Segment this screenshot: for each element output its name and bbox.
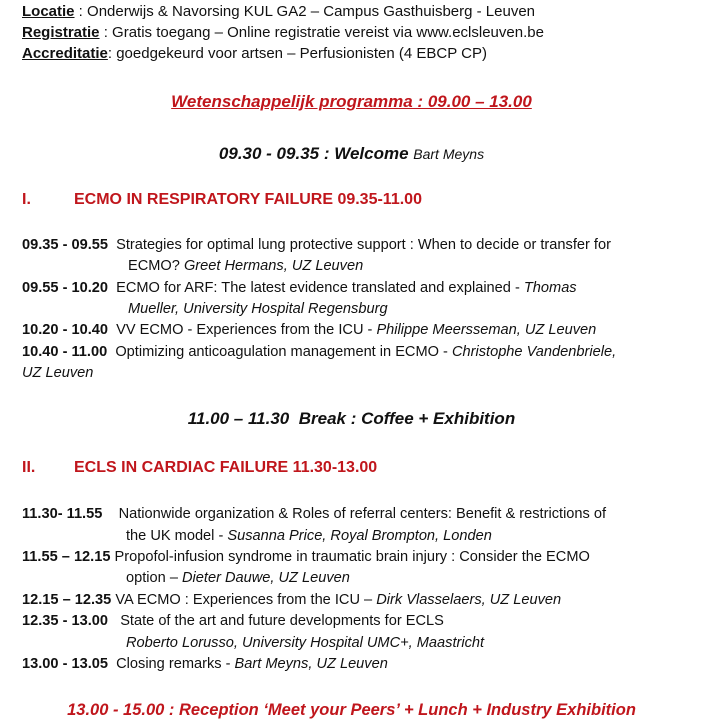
item-text-cont: ECMO? xyxy=(128,258,184,274)
info-sep: : xyxy=(74,3,88,20)
program-item-cont xyxy=(126,570,350,586)
info-label: Accreditatie xyxy=(22,45,108,62)
program-item xyxy=(22,592,561,608)
program-item-cont xyxy=(128,301,388,317)
item-text-cont: option – xyxy=(126,570,182,586)
break-time: 11.00 – 11.30 xyxy=(187,409,290,428)
info-label: Registratie xyxy=(22,24,100,41)
program-item xyxy=(22,322,596,338)
program-item-cont xyxy=(128,258,363,274)
item-text: State of the art and future developments for ECLS xyxy=(120,613,444,629)
program-item xyxy=(22,280,577,296)
break-title: Break : Coffee + Exhibition xyxy=(298,409,516,428)
info-value: Gratis toegang – Online registratie vereist via www.eclsleuven.be xyxy=(112,24,544,41)
program-item xyxy=(22,506,606,522)
item-time: 12.35 - 13.00 xyxy=(22,613,109,629)
item-speaker: Greet Hermans, UZ Leuven xyxy=(183,258,364,274)
item-speaker: Roberto Lorusso, University Hospital UMC+, Maastricht xyxy=(126,635,485,651)
item-text: Optimizing anticoagulation management in ECMO - xyxy=(115,344,452,360)
item-speaker: Dirk Vlasselaers, UZ Leuven xyxy=(376,592,562,608)
break-line xyxy=(0,409,703,429)
welcome-line xyxy=(0,144,703,164)
program-item-cont xyxy=(126,635,484,651)
program-item xyxy=(22,613,444,629)
info-location xyxy=(22,3,535,20)
item-text: VV ECMO - Experiences from the ICU - xyxy=(116,322,377,338)
program-item-cont xyxy=(22,365,93,381)
item-text-cont: the UK model - xyxy=(126,528,228,544)
item-time: 10.40 - 11.00 xyxy=(22,344,108,360)
item-time: 12.15 – 12.35 xyxy=(22,592,112,608)
item-text: Nationwide organization & Roles of referral centers: Benefit & restrictions of xyxy=(118,506,607,522)
item-speaker: Susanna Price, Royal Brompton, Londen xyxy=(227,528,492,544)
item-time: 09.55 - 10.20 xyxy=(22,280,109,296)
section-heading-2 xyxy=(22,459,377,477)
item-speaker-cont: UZ Leuven xyxy=(22,365,94,381)
section-title: ECMO IN RESPIRATORY FAILURE 09.35-11.00 xyxy=(74,191,422,208)
info-accreditation xyxy=(22,45,487,62)
section-number: I. xyxy=(22,191,31,208)
program-item xyxy=(22,656,388,672)
section-heading-1 xyxy=(22,191,422,209)
program-item xyxy=(22,237,611,253)
section-title: ECLS IN CARDIAC FAILURE 11.30-13.00 xyxy=(74,459,378,476)
item-speaker: Philippe Meersseman, UZ Leuven xyxy=(376,322,597,338)
item-time: 09.35 - 09.55 xyxy=(22,237,109,253)
info-value: goedgekeurd voor artsen – Perfusionisten (4 EBCP CP) xyxy=(116,45,487,62)
item-speaker-cont: Mueller, University Hospital Regensburg xyxy=(128,301,388,317)
item-speaker: Christophe Vandenbriele, xyxy=(451,344,617,360)
item-time: 11.55 – 12.15 xyxy=(22,549,111,565)
reception-line: 13.00 - 15.00 : Reception ‘Meet your Peers’ + Lunch + Industry Exhibition xyxy=(67,701,636,719)
program-item xyxy=(22,549,590,565)
item-speaker: Thomas xyxy=(523,280,577,296)
item-text: Propofol-infusion syndrome in traumatic brain injury : Consider the ECMO xyxy=(114,549,590,565)
info-label: Locatie xyxy=(22,3,75,20)
item-time: 11.30- 11.55 xyxy=(22,506,103,522)
item-text: VA ECMO : Experiences from the ICU – xyxy=(115,592,377,608)
item-text: ECMO for ARF: The latest evidence translated and explained - xyxy=(116,280,524,296)
info-registration xyxy=(22,24,544,41)
program-title: Wetenschappelijk programma : 09.00 – 13.00 xyxy=(171,92,532,111)
welcome-speaker: Bart Meyns xyxy=(413,146,485,162)
program-item xyxy=(22,344,616,360)
item-time: 10.20 - 10.40 xyxy=(22,322,109,338)
item-text: Strategies for optimal lung protective support : When to decide or transfer for xyxy=(116,237,611,253)
item-time: 13.00 - 13.05 xyxy=(22,656,109,672)
welcome-title: 09.30 - 09.35 : Welcome xyxy=(218,144,409,163)
info-sep: : xyxy=(99,24,113,41)
program-item-cont xyxy=(126,528,492,544)
item-text: Closing remarks - xyxy=(116,656,235,672)
section-number: II. xyxy=(22,459,36,476)
info-sep: : xyxy=(107,45,117,62)
item-speaker: Dieter Dauwe, UZ Leuven xyxy=(182,570,350,586)
item-speaker: Bart Meyns, UZ Leuven xyxy=(234,656,388,672)
info-value: Onderwijs & Navorsing KUL GA2 – Campus Gasthuisberg - Leuven xyxy=(87,3,536,20)
